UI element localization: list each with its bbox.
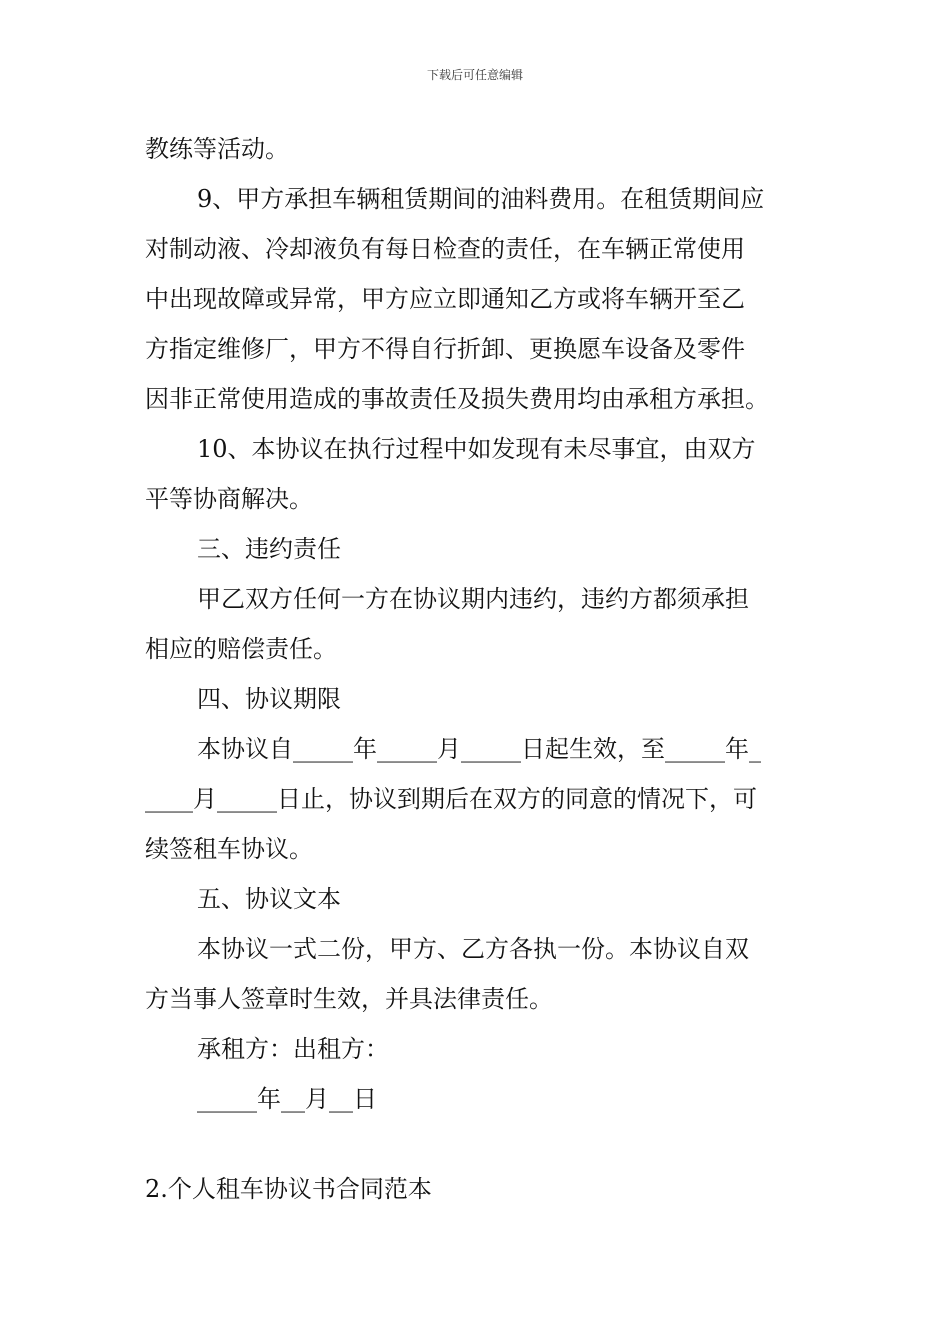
paragraph-line: 本协议一式二份，甲方、乙方各执一份。本协议自双	[197, 935, 749, 963]
paragraph-line: 平等协商解决。	[145, 485, 313, 513]
paragraph-line: ____月_____日止，协议到期后在双方的同意的情况下，可	[145, 785, 757, 813]
paragraph-line: 方指定维修厂，甲方不得自行折卸、更换愿车设备及零件	[145, 335, 745, 363]
paragraph-line: 10、本协议在执行过程中如发现有未尽事宜，由双方	[197, 435, 756, 463]
paragraph-line: 9、甲方承担车辆租赁期间的油料费用。在租赁期间应	[197, 185, 765, 213]
paragraph-line: 相应的赔偿责任。	[145, 635, 337, 663]
section-heading: 三、违约责任	[197, 535, 341, 563]
next-section-title: 2.个人租车协议书合同范本	[145, 1175, 432, 1203]
paragraph-line: 甲乙双方任何一方在协议期内违约，违约方都须承担	[197, 585, 749, 613]
page-header: 下载后可任意编辑	[426, 68, 523, 82]
section-heading: 五、协议文本	[197, 885, 341, 913]
signature-line: 承租方：出租方：	[197, 1035, 389, 1063]
paragraph-line: 对制动液、冷却液负有每日检查的责任，在车辆正常使用	[145, 235, 745, 263]
paragraph-line: 方当事人签章时生效，并具法律责任。	[145, 985, 553, 1013]
spacer	[145, 1124, 820, 1164]
paragraph-line: 因非正常使用造成的事故责任及损失费用均由承租方承担。	[145, 385, 769, 413]
section-heading: 四、协议期限	[197, 685, 341, 713]
paragraph-line: 本协议自_____年_____月_____日起生效，至_____年_	[197, 735, 761, 763]
paragraph-line: 续签租车协议。	[145, 835, 313, 863]
paragraph-line: 中出现故障或异常，甲方应立即通知乙方或将车辆开至乙	[145, 285, 745, 313]
document-body	[145, 124, 820, 1214]
paragraph-line: 教练等活动。	[145, 135, 289, 163]
date-line: _____年__月__日	[197, 1085, 377, 1113]
